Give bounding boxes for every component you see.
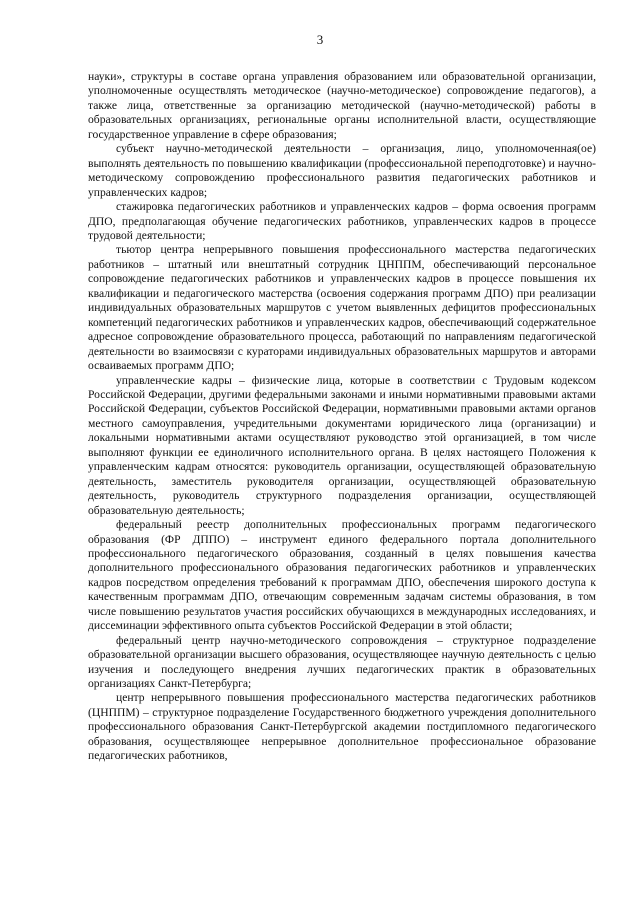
paragraph-definition-federal-center: федеральный центр научно-методического сопровождения – структурное подразделение образовательной организации высшего образования, осуществляющее научную деятельность с целью изучения и последующего внедрения лучших педагогических практик в образовательных организациях Санкт-Петербурга; [88,633,596,691]
paragraph-definition-cnppm: центр непрерывного повышения профессионального мастерства педагогических работников (ЦНППМ) – структурное подразделение Государственного бюджетного учреждения дополнительного профессионального образования Санкт-Петербургской академии постдипломного педагогического образования, осуществляющее непрерывное дополнительное профессиональное образование педагогических работников, [88,691,596,763]
paragraph-definition-management: управленческие кадры – физические лица, которые в соответствии с Трудовым кодексом Российской Федерации, другими федеральными законами и иными нормативными правовыми актами Российской Федерации, субъектов Российской Федерации, нормативными правовыми актами органов местного самоуправления, учредительными документами юридического лица (организации) и локальными нормативными актами осуществляют руководство этой организацией, в том числе выполняют функции ее единоличного исполнительного органа. В целях настоящего Положения к управленческим кадрам относятся: руководитель организации, осуществляющей образовательную деятельность, заместитель руководителя организации, осуществляющей образовательную деятельность, руководитель структурного подразделения организации, осуществляющей образовательную деятельность; [88,373,596,517]
document-body [88,70,596,764]
paragraph-definition-subject: субъект научно-методической деятельности – организация, лицо, уполномоченная(ое) выполнять деятельность по повышению квалификации (профессиональной переподготовке) и научно-методическому сопровождению профессионального развития педагогических работников и управленческих кадров; [88,142,596,199]
paragraph-definition-registry: федеральный реестр дополнительных профессиональных программ педагогического образования (ФР ДППО) – инструмент единого федерального портала дополнительного профессионального педагогического образования, созданный в целях повышения качества дополнительного профессионального образования педагогических работников и управленческих кадров посредством определения требований к программам ДПО, обеспечения широкого доступа к качественным программам ДПО, отвечающим современным задачам системы образования, в том числе повышению результатов участия российских обучающихся в международных исследованиях, и диссеминации эффективного опыта субъектов Российской Федерации в этой области; [88,518,596,633]
paragraph-definition-tutor: тьютор центра непрерывного повышения профессионального мастерства педагогических работников – штатный или внештатный сотрудник ЦНППМ, обеспечивающий персональное сопровождение педагогических работников и управленческих кадров в процессе повышения их квалификации и педагогического мастерства (освоения содержания программ ДПО) при реализации индивидуальных образовательных маршрутов с учетом выявленных дефицитов профессиональных компетенций педагогических работников и управленческих кадров, обеспечивающий содержательное адресное сопровождение образовательного процесса, работающий по направлениям педагогической деятельности во взаимосвязи с кураторами индивидуальных образовательных маршрутов и авторами осваиваемых программ ДПО; [88,243,596,373]
page-number: 3 [316,32,324,47]
paragraph-continuation: науки», структуры в составе органа управления образованием или образовательной организации, уполномоченные осуществлять методическое (научно-методическое) сопровождение педагогов), а также лица, ответственные за организацию методической (научно-методической) работы в образовательных организациях, региональные органы исполнительной власти, осуществляющие государственное управление в сфере образования; [88,70,596,141]
paragraph-definition-internship: стажировка педагогических работников и управленческих кадров – форма освоения программ ДПО, предполагающая обучение педагогических работников, управленческих кадров в процессе трудовой деятельности; [88,200,596,242]
